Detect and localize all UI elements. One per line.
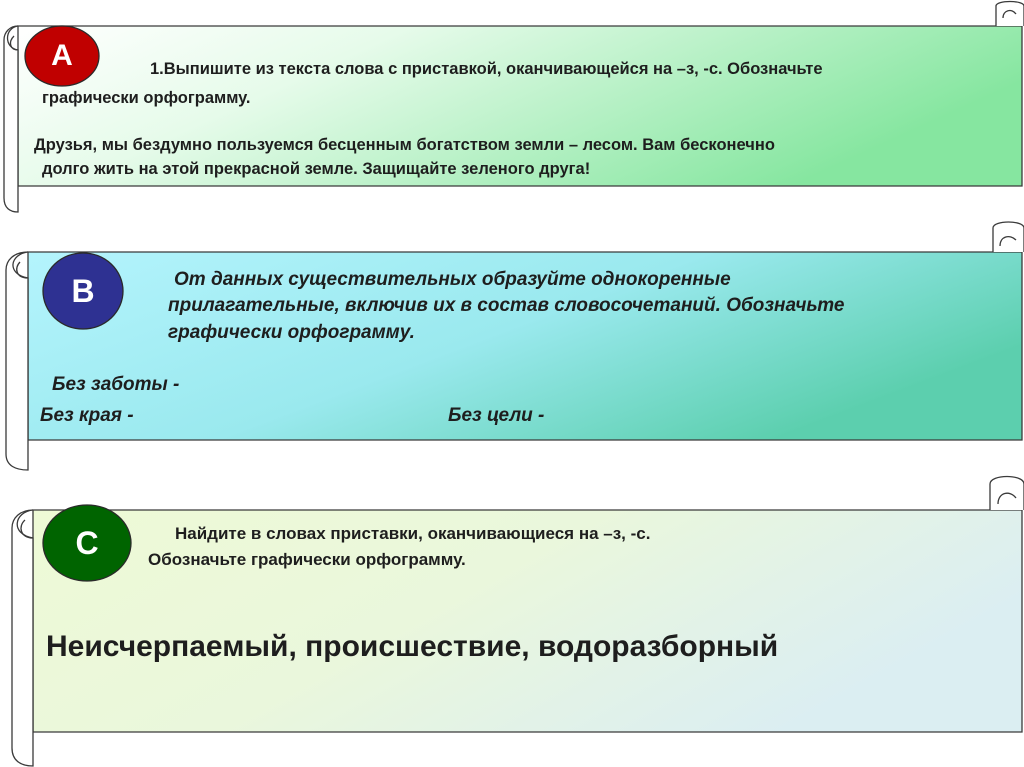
scroll-b-task-line2: прилагательные, включив их в состав словосочетаний. Обозначьте — [168, 295, 845, 316]
scroll-a-text-line1: Друзья, мы бездумно пользуемся бесценным богатством земли – лесом. Вам бесконечно — [34, 136, 775, 154]
scroll-a-task: 1.Выпишите из текста слова с приставкой, оканчивающейся на –з, -с. Обозначьте — [150, 60, 823, 78]
scroll-a-task-cont: графически орфограмму. — [42, 89, 251, 107]
badge-c-letter: C — [75, 525, 99, 561]
scroll-c-words: Неисчерпаемый, происшествие, водоразборный — [46, 630, 779, 663]
scroll-b-task-line1: От данных существительных образуйте однокоренные — [174, 269, 731, 290]
scroll-b-task-line3: графически орфограмму. — [168, 322, 415, 343]
badge-b-letter: B — [71, 273, 95, 309]
scroll-c-task-line1: Найдите в словах приставки, оканчивающиеся на –з, -с. — [175, 524, 651, 543]
badge-a-letter: A — [51, 39, 73, 72]
scroll-c-shape — [12, 477, 1024, 767]
scroll-b-shape — [6, 222, 1024, 470]
scroll-b-item-1: Без заботы - — [52, 374, 180, 395]
scroll-b-item-3: Без цели - — [448, 405, 545, 426]
scroll-b-item-2: Без края - — [40, 405, 134, 426]
scroll-a-text-line2: долго жить на этой прекрасной земле. Защищайте зеленого друга! — [42, 160, 591, 178]
scroll-c-task-line2: Обозначьте графически орфограмму. — [148, 550, 466, 569]
